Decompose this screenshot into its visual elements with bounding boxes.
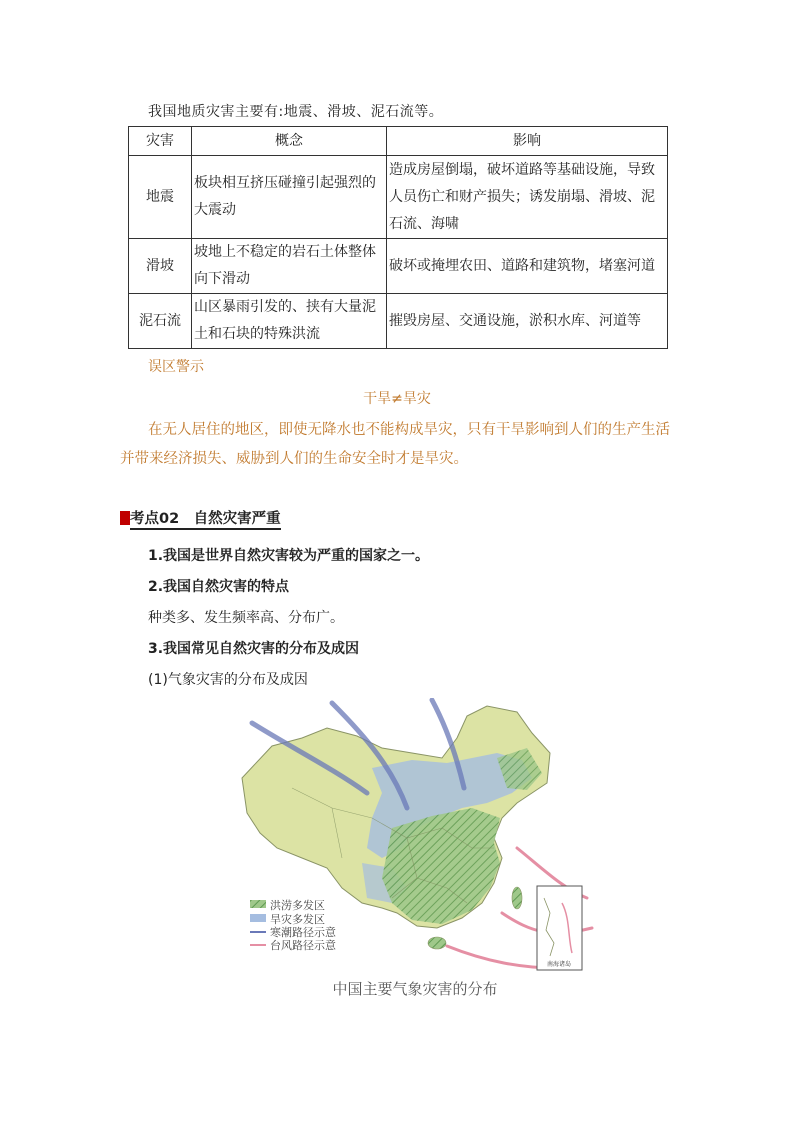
legend-typhoon: 台风路径示意	[270, 939, 336, 952]
cell-impact: 造成房屋倒塌，破坏道路等基础设施，导致人员伤亡和财产损失；诱发崩塌、滑坡、泥石流、海啸	[387, 156, 668, 239]
point-1: 1.我国是世界自然灾害较为严重的国家之一。	[148, 548, 430, 564]
inset-label: 南海诸岛	[546, 961, 572, 968]
warning-body: 在无人居住的地区，即使无降水也不能构成旱灾，只有干旱影响到人们的生产生活并带来经济损失、威胁到人们的生命安全时才是旱灾。	[120, 422, 670, 467]
weather-disaster-map	[232, 698, 602, 978]
point-2: 2.我国自然灾害的特点	[148, 579, 290, 595]
section-title: 考点02 自然灾害严重	[130, 511, 281, 530]
legend-cold: 寒潮路径示意	[270, 926, 336, 939]
cell-disaster: 滑坡	[129, 239, 192, 294]
table-row	[129, 239, 668, 294]
cell-concept: 山区暴雨引发的、挟有大量泥土和石块的特殊洪流	[192, 294, 387, 349]
table-header-row	[129, 127, 668, 156]
geologic-disaster-table	[128, 126, 668, 349]
map-legend	[250, 898, 336, 952]
cell-disaster: 泥石流	[129, 294, 192, 349]
header-concept: 概念	[192, 127, 387, 156]
inset-map-frame	[537, 886, 582, 970]
point-3-sub: (1)气象灾害的分布及成因	[148, 672, 308, 688]
table-row	[129, 156, 668, 239]
intro-text: 我国地质灾害主要有:地震、滑坡、泥石流等。	[148, 104, 444, 120]
map-caption: 中国主要气象灾害的分布	[332, 980, 498, 998]
section-heading	[120, 507, 281, 528]
legend-flood: 洪涝多发区	[270, 899, 325, 912]
point-2-text: 种类多、发生频率高、分布广。	[148, 610, 344, 626]
cell-impact: 摧毁房屋、交通设施，淤积水库、河道等	[387, 294, 668, 349]
section-marker-icon	[120, 511, 130, 525]
table-row	[129, 294, 668, 349]
legend-drought: 旱灾多发区	[270, 913, 325, 926]
cell-impact: 破坏或掩埋农田、道路和建筑物，堵塞河道	[387, 239, 668, 294]
cell-concept: 板块相互挤压碰撞引起强烈的大震动	[192, 156, 387, 239]
legend-drought-swatch	[250, 914, 266, 922]
header-impact: 影响	[387, 127, 668, 156]
cell-disaster: 地震	[129, 156, 192, 239]
warning-title: 误区警示	[148, 359, 204, 375]
warning-subtitle: 干旱≠旱灾	[363, 391, 431, 407]
cell-concept: 坡地上不稳定的岩石土体整体向下滑动	[192, 239, 387, 294]
point-3: 3.我国常见自然灾害的分布及成因	[148, 641, 360, 657]
header-disaster: 灾害	[129, 127, 192, 156]
taiwan-shape	[512, 887, 522, 909]
hainan-shape	[428, 937, 446, 949]
legend-flood-swatch	[250, 900, 266, 908]
